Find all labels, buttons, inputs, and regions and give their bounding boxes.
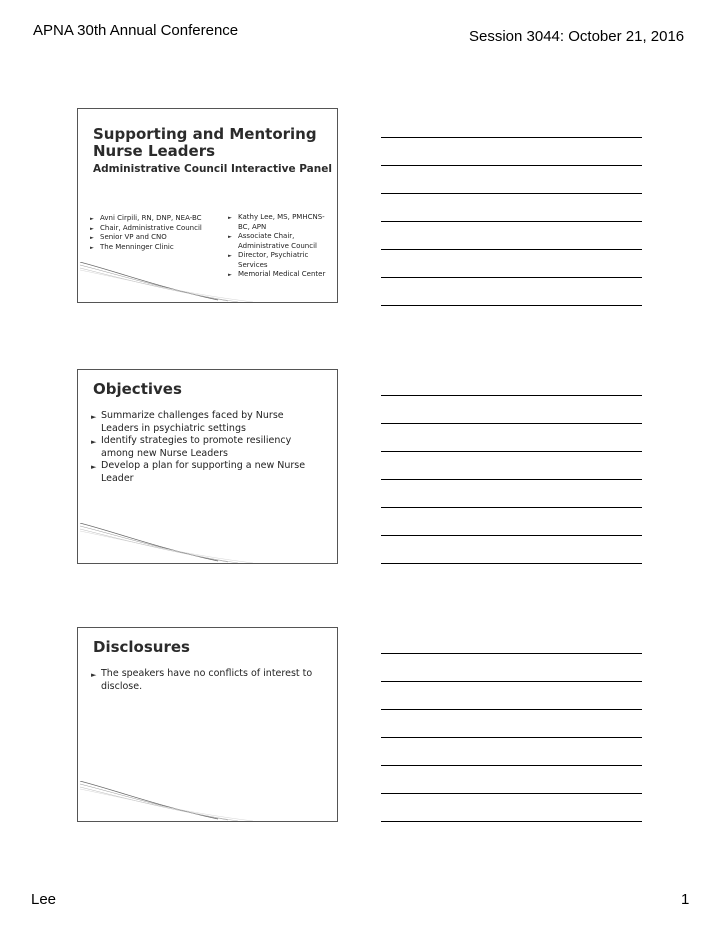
notes-line (381, 563, 642, 564)
bullet-text: Memorial Medical Center (238, 270, 326, 278)
notes-line (381, 305, 642, 306)
footer-presenter: Lee (31, 891, 57, 908)
slide-2-bullets (91, 410, 316, 485)
triangle-right-icon: ► (90, 235, 94, 241)
notes-line (381, 451, 642, 452)
notes-line (381, 653, 642, 654)
list-item (90, 233, 220, 243)
list-item (228, 232, 336, 251)
slide-2-thumbnail (77, 369, 338, 564)
notes-line (381, 507, 642, 508)
bullet-text: Identify strategies to promote resiliency among new Nurse Leaders (101, 435, 292, 459)
slide-1-subtitle: Administrative Council Interactive Panel (93, 163, 332, 175)
triangle-right-icon: ► (228, 272, 232, 278)
notes-line (381, 165, 642, 166)
slide-3-title: Disclosures (93, 638, 190, 656)
slide-1-decorative-swoosh (78, 262, 338, 302)
slide-3-bullets (91, 668, 321, 693)
bullet-text: Associate Chair, Administrative Council (238, 232, 317, 250)
notes-line (381, 249, 642, 250)
slide-3-decorative-swoosh (78, 781, 338, 821)
slide-1-left-bullets (90, 214, 220, 252)
slide-1-thumbnail (77, 108, 338, 303)
triangle-right-icon: ► (91, 438, 97, 446)
notes-line (381, 277, 642, 278)
notes-line (381, 221, 642, 222)
bullet-text: Director, Psychiatric Services (238, 251, 309, 269)
notes-line (381, 709, 642, 710)
triangle-right-icon: ► (228, 253, 232, 259)
notes-line (381, 479, 642, 480)
bullet-text: Summarize challenges faced by Nurse Leaders in psychiatric settings (101, 410, 284, 434)
triangle-right-icon: ► (228, 234, 232, 240)
triangle-right-icon: ► (91, 671, 97, 679)
slide-1-title-line-1: Supporting and Mentoring (93, 125, 317, 143)
notes-line (381, 765, 642, 766)
triangle-right-icon: ► (91, 463, 97, 471)
list-item (91, 460, 316, 485)
footer-page-number: 1 (681, 891, 690, 908)
bullet-text: The Menninger Clinic (100, 242, 174, 251)
notes-line (381, 821, 642, 822)
notes-line (381, 193, 642, 194)
slide-2-title: Objectives (93, 380, 182, 398)
bullet-text: Avni Cirpili, RN, DNP, NEA-BC (100, 214, 202, 222)
triangle-right-icon: ► (90, 244, 94, 251)
triangle-right-icon: ► (90, 216, 94, 222)
notes-line (381, 423, 642, 424)
bullet-text: The speakers have no conflicts of interest to disclose. (101, 668, 313, 692)
list-item (91, 435, 316, 460)
list-item (228, 213, 336, 232)
list-item (90, 243, 220, 253)
notes-line (381, 395, 642, 396)
bullet-text: Develop a plan for supporting a new Nurse Leader (101, 460, 306, 484)
slide-1-title (93, 126, 317, 160)
header-session-date: Session 3044: October 21, 2016 (469, 28, 685, 45)
list-item (91, 410, 316, 435)
bullet-text: Senior VP and CNO (100, 233, 167, 241)
slide-1-title-line-2: Nurse Leaders (93, 142, 216, 160)
bullet-text: Chair, Administrative Council (100, 223, 202, 232)
triangle-right-icon: ► (90, 225, 94, 232)
slide-2-decorative-swoosh (78, 523, 338, 563)
triangle-right-icon: ► (91, 413, 97, 421)
slide-3-thumbnail (77, 627, 338, 822)
notes-line (381, 681, 642, 682)
list-item (90, 224, 220, 234)
notes-line (381, 793, 642, 794)
triangle-right-icon: ► (228, 215, 232, 221)
notes-line (381, 737, 642, 738)
list-item (90, 214, 220, 224)
header-conference-title: APNA 30th Annual Conference (33, 22, 239, 39)
notes-line (381, 137, 642, 138)
list-item (91, 668, 321, 693)
notes-line (381, 535, 642, 536)
bullet-text: Kathy Lee, MS, PMHCNS-BC, APN (238, 213, 325, 231)
